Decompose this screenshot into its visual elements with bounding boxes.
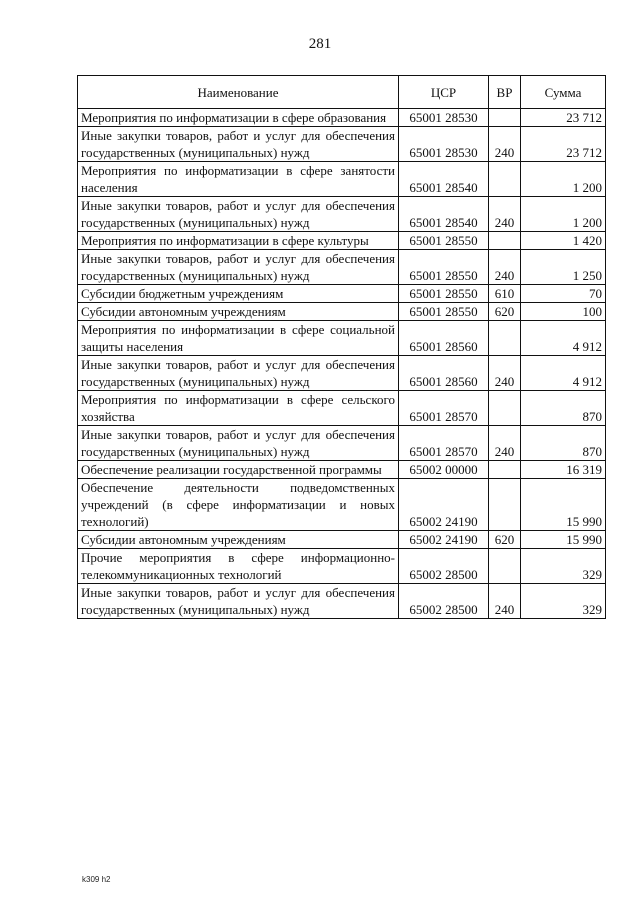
cell-name: Обеспечение деятельности подведомственных учреждений (в сфере информатизации и новых технологий) <box>78 479 399 531</box>
budget-table <box>77 75 606 619</box>
cell-vr: 620 <box>489 303 521 321</box>
cell-csr: 65001 28550 <box>399 232 489 250</box>
cell-name: Обеспечение реализации государственной программы <box>78 461 399 479</box>
cell-name: Мероприятия по информатизации в сфере культуры <box>78 232 399 250</box>
cell-csr: 65001 28530 <box>399 109 489 127</box>
cell-name: Мероприятия по информатизации в сфере социальной защиты населения <box>78 321 399 356</box>
table-row <box>78 461 606 479</box>
cell-name: Иные закупки товаров, работ и услуг для обеспечения государственных (муниципальных) нужд <box>78 250 399 285</box>
cell-sum: 15 990 <box>521 479 606 531</box>
cell-name: Иные закупки товаров, работ и услуг для обеспечения государственных (муниципальных) нужд <box>78 197 399 232</box>
cell-vr: 620 <box>489 531 521 549</box>
cell-sum: 100 <box>521 303 606 321</box>
cell-vr <box>489 549 521 584</box>
cell-sum: 1 200 <box>521 162 606 197</box>
cell-name: Мероприятия по информатизации в сфере занятости населения <box>78 162 399 197</box>
cell-vr <box>489 461 521 479</box>
cell-name: Субсидии автономным учреждениям <box>78 531 399 549</box>
cell-csr: 65001 28570 <box>399 426 489 461</box>
cell-vr <box>489 109 521 127</box>
cell-csr: 65001 28540 <box>399 162 489 197</box>
cell-sum: 70 <box>521 285 606 303</box>
cell-vr: 240 <box>489 356 521 391</box>
table-row <box>78 127 606 162</box>
cell-vr: 240 <box>489 584 521 619</box>
table-row <box>78 232 606 250</box>
cell-vr <box>489 232 521 250</box>
table-row <box>78 531 606 549</box>
cell-vr: 240 <box>489 426 521 461</box>
table-row <box>78 303 606 321</box>
cell-csr: 65002 28500 <box>399 584 489 619</box>
cell-name: Прочие мероприятия в сфере информационно-телекоммуникационных технологий <box>78 549 399 584</box>
table-body <box>78 109 606 619</box>
cell-name: Субсидии автономным учреждениям <box>78 303 399 321</box>
cell-vr: 610 <box>489 285 521 303</box>
header-name: Наименование <box>78 76 399 109</box>
cell-csr: 65002 28500 <box>399 549 489 584</box>
cell-sum: 870 <box>521 391 606 426</box>
cell-sum: 870 <box>521 426 606 461</box>
cell-sum: 329 <box>521 549 606 584</box>
table-row <box>78 162 606 197</box>
footer-code: k309 h2 <box>82 875 111 884</box>
cell-vr: 240 <box>489 127 521 162</box>
header-sum: Сумма <box>521 76 606 109</box>
table-row <box>78 391 606 426</box>
cell-vr <box>489 479 521 531</box>
cell-sum: 16 319 <box>521 461 606 479</box>
cell-csr: 65001 28550 <box>399 250 489 285</box>
page-number: 281 <box>308 36 332 52</box>
cell-name: Иные закупки товаров, работ и услуг для обеспечения государственных (муниципальных) нужд <box>78 426 399 461</box>
header-csr: ЦСР <box>399 76 489 109</box>
cell-vr <box>489 391 521 426</box>
cell-sum: 23 712 <box>521 127 606 162</box>
cell-sum: 23 712 <box>521 109 606 127</box>
cell-csr: 65001 28550 <box>399 303 489 321</box>
cell-sum: 1 420 <box>521 232 606 250</box>
cell-csr: 65001 28540 <box>399 197 489 232</box>
cell-sum: 1 250 <box>521 250 606 285</box>
table-row <box>78 197 606 232</box>
table-header-row <box>78 76 606 109</box>
cell-csr: 65002 24190 <box>399 531 489 549</box>
cell-sum: 1 200 <box>521 197 606 232</box>
header-vr: ВР <box>489 76 521 109</box>
cell-vr: 240 <box>489 197 521 232</box>
table-row <box>78 250 606 285</box>
cell-name: Субсидии бюджетным учреждениям <box>78 285 399 303</box>
cell-sum: 4 912 <box>521 321 606 356</box>
table-row <box>78 285 606 303</box>
cell-csr: 65002 00000 <box>399 461 489 479</box>
cell-vr: 240 <box>489 250 521 285</box>
table-row <box>78 426 606 461</box>
cell-csr: 65001 28570 <box>399 391 489 426</box>
cell-csr: 65001 28530 <box>399 127 489 162</box>
cell-csr: 65001 28550 <box>399 285 489 303</box>
cell-vr <box>489 321 521 356</box>
table-row <box>78 109 606 127</box>
cell-csr: 65001 28560 <box>399 356 489 391</box>
table-row <box>78 549 606 584</box>
cell-vr <box>489 162 521 197</box>
cell-name: Иные закупки товаров, работ и услуг для обеспечения государственных (муниципальных) нужд <box>78 127 399 162</box>
cell-name: Иные закупки товаров, работ и услуг для обеспечения государственных (муниципальных) нужд <box>78 356 399 391</box>
cell-sum: 329 <box>521 584 606 619</box>
table-row <box>78 479 606 531</box>
cell-name: Мероприятия по информатизации в сфере образования <box>78 109 399 127</box>
cell-name: Мероприятия по информатизации в сфере сельского хозяйства <box>78 391 399 426</box>
table-row <box>78 584 606 619</box>
cell-sum: 15 990 <box>521 531 606 549</box>
table-row <box>78 321 606 356</box>
cell-name: Иные закупки товаров, работ и услуг для обеспечения государственных (муниципальных) нужд <box>78 584 399 619</box>
cell-sum: 4 912 <box>521 356 606 391</box>
cell-csr: 65002 24190 <box>399 479 489 531</box>
table-row <box>78 356 606 391</box>
cell-csr: 65001 28560 <box>399 321 489 356</box>
